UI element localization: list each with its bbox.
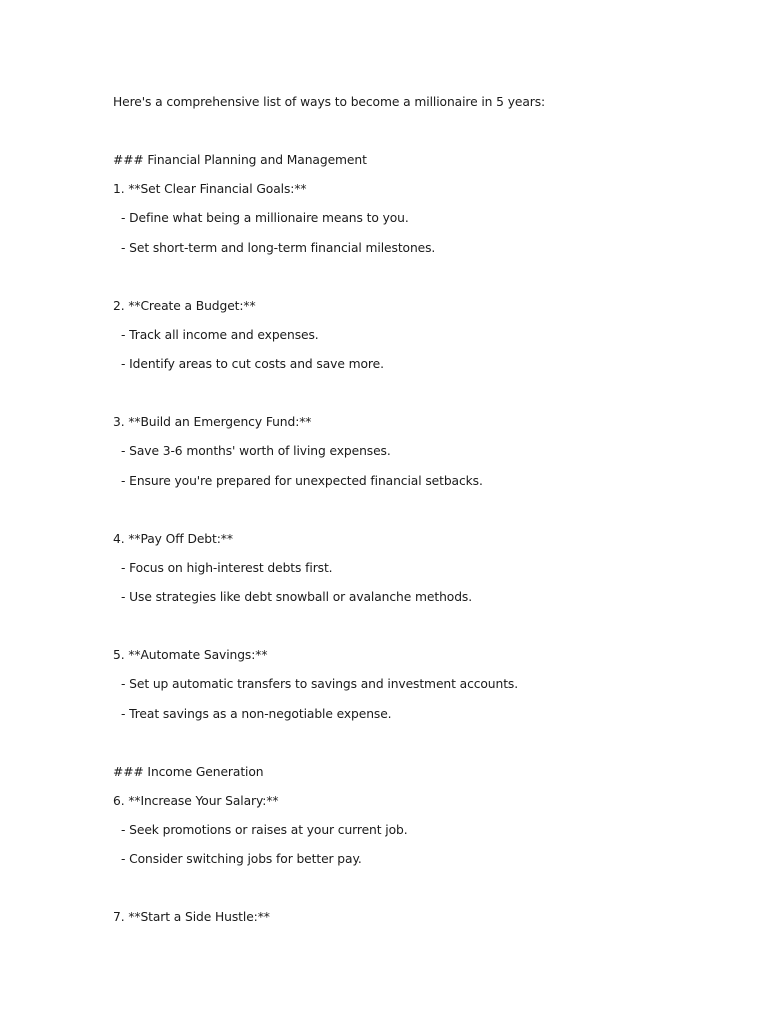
section-heading: ### Income Generation bbox=[113, 765, 264, 779]
list-item-detail: - Consider switching jobs for better pay. bbox=[121, 852, 362, 866]
list-item-detail: - Identify areas to cut costs and save more. bbox=[121, 357, 384, 371]
list-item-heading: 6. **Increase Your Salary:** bbox=[113, 794, 279, 808]
list-item-detail: - Treat savings as a non-negotiable expense. bbox=[121, 707, 392, 721]
intro-text: Here's a comprehensive list of ways to become a millionaire in 5 years: bbox=[113, 95, 546, 109]
list-item-detail: - Track all income and expenses. bbox=[121, 328, 319, 342]
list-item-heading: 1. **Set Clear Financial Goals:** bbox=[113, 182, 307, 196]
section-heading: ### Financial Planning and Management bbox=[113, 153, 367, 167]
list-item-detail: - Ensure you're prepared for unexpected financial setbacks. bbox=[121, 474, 483, 488]
list-item-heading: 2. **Create a Budget:** bbox=[113, 299, 256, 313]
list-item-heading: 4. **Pay Off Debt:** bbox=[113, 532, 233, 546]
list-item-detail: - Set short-term and long-term financial milestones. bbox=[121, 241, 436, 255]
list-item-detail: - Seek promotions or raises at your current job. bbox=[121, 823, 408, 837]
list-item-detail: - Define what being a millionaire means to you. bbox=[121, 211, 409, 225]
list-item-detail: - Focus on high-interest debts first. bbox=[121, 561, 333, 575]
list-item-detail: - Use strategies like debt snowball or avalanche methods. bbox=[121, 590, 473, 604]
list-item-heading: 3. **Build an Emergency Fund:** bbox=[113, 415, 312, 429]
list-item-heading: 5. **Automate Savings:** bbox=[113, 648, 268, 662]
list-item-heading: 7. **Start a Side Hustle:** bbox=[113, 910, 270, 924]
list-item-detail: - Save 3-6 months' worth of living expenses. bbox=[121, 444, 391, 458]
list-item-detail: - Set up automatic transfers to savings and investment accounts. bbox=[121, 677, 519, 691]
